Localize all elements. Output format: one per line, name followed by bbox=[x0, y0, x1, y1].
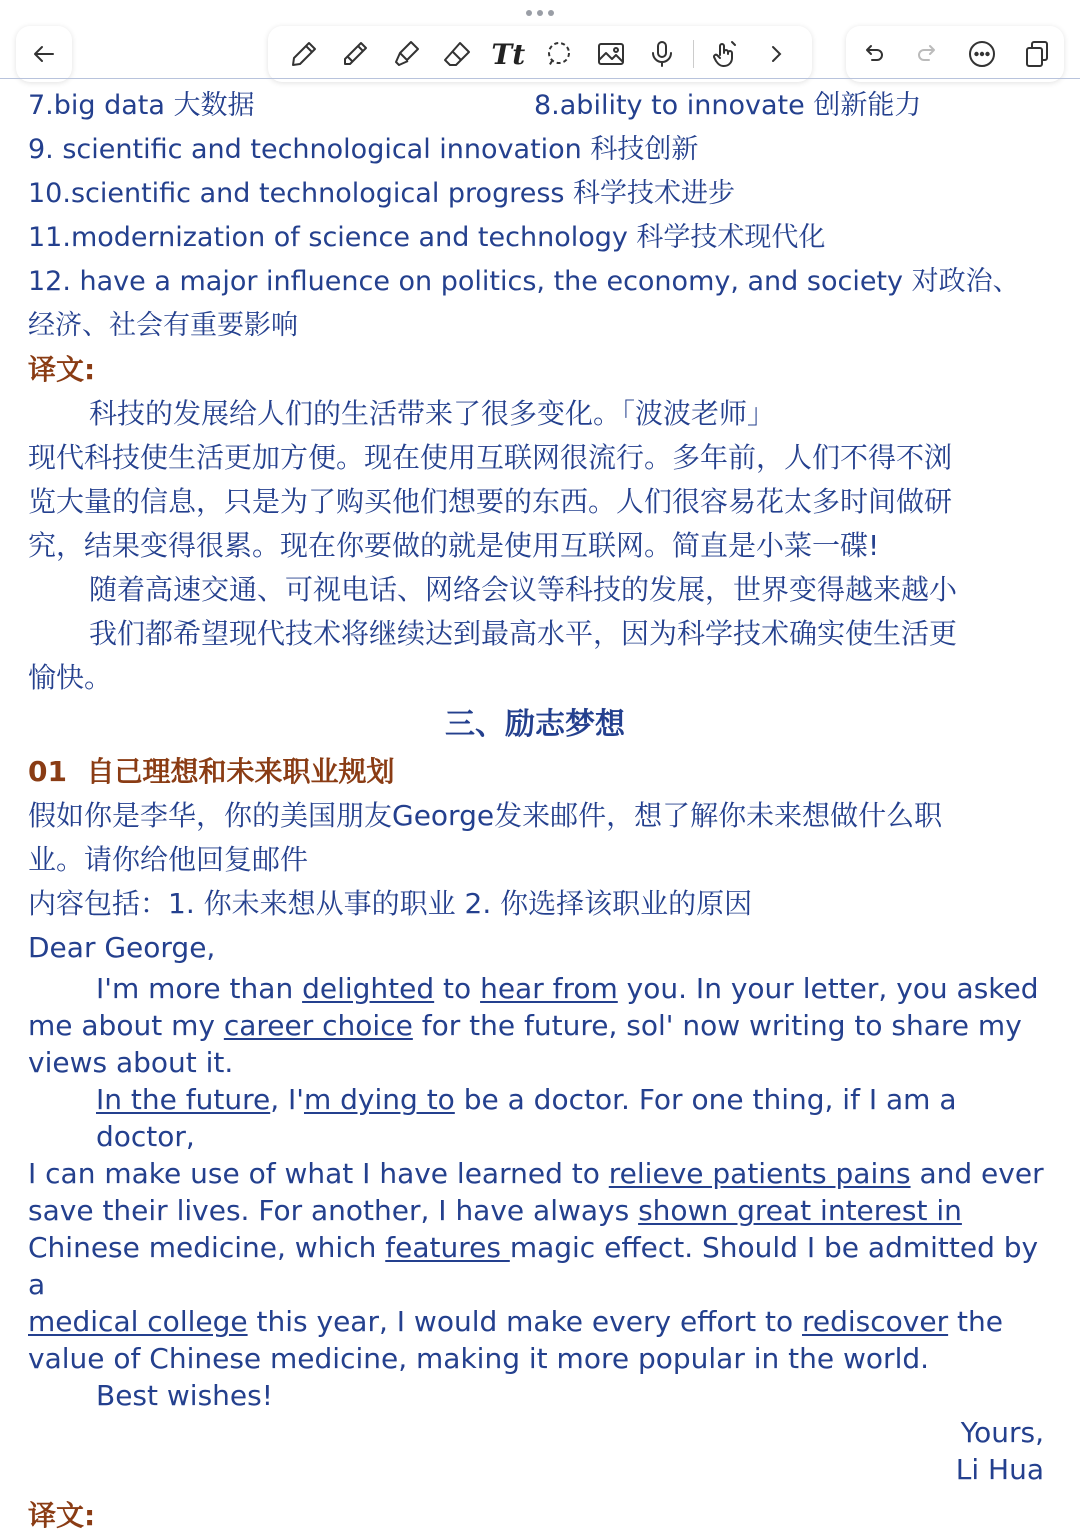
pages-icon[interactable] bbox=[1017, 34, 1057, 74]
letter-sign-off: Yours, bbox=[960, 1416, 1044, 1449]
window-drag-handle[interactable] bbox=[524, 10, 556, 20]
pencil-icon[interactable] bbox=[335, 34, 375, 74]
letter-p2-line3 bbox=[28, 1192, 1058, 1229]
text: the bbox=[948, 1305, 1003, 1338]
text: and ever bbox=[910, 1157, 1044, 1190]
prompt-content: 内容包括：1. 你未来想从事的职业 2. 你选择该职业的原因 bbox=[28, 887, 753, 920]
translation-p2-line1: 现代科技使生活更加方便。现在使用互联网很流行。多年前，人们不得不浏 bbox=[28, 441, 953, 474]
translation-p4-line2: 愉快。 bbox=[28, 661, 113, 694]
drawing-toolbar bbox=[268, 26, 812, 82]
underlined-phrase: In the future bbox=[96, 1083, 271, 1116]
text: this year, I would make every effort to bbox=[247, 1305, 802, 1338]
text: for the future, sol' now writing to share my bbox=[412, 1009, 1022, 1042]
note-page[interactable] bbox=[28, 84, 1058, 1538]
letter-p2-line5 bbox=[28, 1303, 1058, 1340]
highlighter-icon[interactable] bbox=[386, 34, 426, 74]
toolbar-divider bbox=[693, 40, 694, 68]
underlined-phrase: shown great interest in bbox=[638, 1194, 962, 1227]
prompt-line2: 业。请你给他回复邮件 bbox=[28, 843, 309, 876]
text-tool-icon[interactable]: Tt bbox=[491, 37, 526, 71]
letter-p2-line6: value of Chinese medicine, making it more popular in the world. bbox=[28, 1342, 930, 1375]
vocab-item-12-cont: 经济、社会有重要影响 bbox=[28, 310, 298, 341]
underlined-phrase: hear from bbox=[480, 972, 618, 1005]
underlined-phrase: delighted bbox=[302, 972, 435, 1005]
letter-greeting: Dear George, bbox=[28, 931, 216, 964]
text: magic effect. Should I be admitted by a bbox=[28, 1231, 1039, 1301]
text: you. In your letter, you asked bbox=[617, 972, 1039, 1005]
underlined-phrase: relieve patients pains bbox=[608, 1157, 911, 1190]
translation-label: 译文: bbox=[28, 353, 96, 386]
section-title: 三、励志梦想 bbox=[445, 707, 625, 742]
text: , I' bbox=[270, 1083, 304, 1116]
translation-p2-line3: 究，结果变得很累。现在你要做的就是使用互联网。简直是小菜一碟! bbox=[28, 529, 880, 562]
image-icon[interactable] bbox=[591, 34, 631, 74]
underlined-phrase: medical college bbox=[28, 1305, 248, 1338]
text: I'm more than bbox=[96, 972, 303, 1005]
underlined-phrase: career choice bbox=[223, 1009, 413, 1042]
subsection-text: 自己理想和未来职业规划 bbox=[86, 755, 395, 788]
pen-icon[interactable] bbox=[284, 34, 324, 74]
underlined-phrase: m dying to bbox=[303, 1083, 455, 1116]
letter-p1-line1 bbox=[28, 970, 1058, 1007]
header-rule bbox=[0, 78, 1080, 79]
redo-icon[interactable] bbox=[908, 34, 948, 74]
back-toolbar bbox=[16, 26, 72, 82]
vocab-item-9: 9. scientific and technological innovation 科技创新 bbox=[28, 134, 699, 165]
vocab-item-12: 12. have a major influence on politics, the economy, and society 对政治、 bbox=[28, 266, 1020, 297]
translation-p4-line1: 我们都希望现代技术将继续达到最高水平，因为科学技术确实使生活更 bbox=[89, 617, 958, 650]
letter-p1-line2 bbox=[28, 1007, 1058, 1044]
text: save their lives. For another, I have always bbox=[28, 1194, 639, 1227]
arrow-left-icon[interactable] bbox=[24, 34, 64, 74]
letter-closing: Best wishes! bbox=[96, 1379, 273, 1412]
letter-p2-line2 bbox=[28, 1155, 1058, 1192]
translation-p2-line2: 览大量的信息，只是为了购买他们想要的东西。人们很容易花太多时间做研 bbox=[28, 485, 953, 518]
vocab-row-7-8 bbox=[28, 84, 1058, 128]
underlined-phrase: rediscover bbox=[802, 1305, 949, 1338]
subsection-title bbox=[28, 750, 1058, 794]
vocab-item-7: 7.big data 大数据 bbox=[28, 90, 255, 121]
chevron-right-icon[interactable] bbox=[756, 34, 796, 74]
subsection-number: 01 bbox=[28, 755, 67, 788]
text: to bbox=[434, 972, 481, 1005]
vocab-item-11: 11.modernization of science and technology 科学技术现代化 bbox=[28, 222, 826, 253]
text: be a doctor. For one thing, if I am a doctor, bbox=[96, 1083, 957, 1153]
eraser-icon[interactable] bbox=[437, 34, 477, 74]
letter-signature: Li Hua bbox=[955, 1453, 1044, 1486]
more-icon[interactable] bbox=[962, 34, 1002, 74]
microphone-icon[interactable] bbox=[642, 34, 682, 74]
text: me about my bbox=[28, 1009, 224, 1042]
text: Chinese medicine, which bbox=[28, 1231, 386, 1264]
vocab-item-10: 10.scientific and technological progress 科学技术进步 bbox=[28, 178, 736, 209]
undo-icon[interactable] bbox=[853, 34, 893, 74]
letter-p1-line3: views about it. bbox=[28, 1046, 234, 1079]
letter-p2-line1 bbox=[28, 1081, 1058, 1155]
translation-p3: 随着高速交通、可视电话、网络会议等科技的发展，世界变得越来越小 bbox=[89, 573, 958, 606]
letter-p2-line4 bbox=[28, 1229, 1058, 1303]
vocab-item-8: 8.ability to innovate 创新能力 bbox=[534, 90, 922, 121]
lasso-icon[interactable] bbox=[539, 34, 579, 74]
translation2-label: 译文: bbox=[28, 1499, 96, 1532]
finger-draw-icon[interactable] bbox=[705, 34, 745, 74]
underlined-phrase: features bbox=[385, 1231, 510, 1264]
translation-p1: 科技的发展给人们的生活带来了很多变化。「波波老师」 bbox=[89, 397, 776, 430]
text: I can make use of what I have learned to bbox=[28, 1157, 609, 1190]
prompt-line1: 假如你是李华，你的美国朋友George发来邮件，想了解你未来想做什么职 bbox=[28, 799, 943, 832]
actions-toolbar bbox=[846, 26, 1064, 82]
